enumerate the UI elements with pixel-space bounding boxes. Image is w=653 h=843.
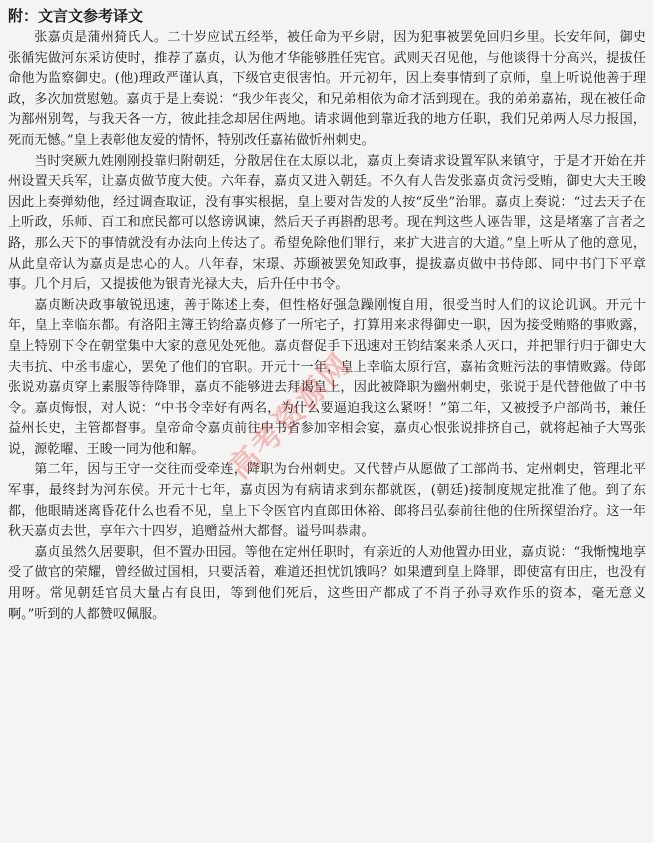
paragraph-5: 嘉贞虽然久居要职，但不置办田园。等他在定州任职时，有亲近的人劝他置办田业，嘉贞说：“我惭愧地享受了做官的荣耀，曾经做过国相，只要活着，难道还担忧饥饿吗？如果遭到皇上降罪，即使富有田庄，也没有用呀。常见朝廷官员大量占有良田，等到他们死后，这些田产都成了不肖子孙寻欢作乐的资本，毫无意义啊。”听到的人都赞叹佩服。	[8, 544, 646, 622]
paragraph-3: 嘉贞断决政事敏锐迅速，善于陈述上奏，但性格好强急躁刚愎自用，很受当时人们的议论讥讽。开元十年，皇上幸临东都。有洛阳主簿王钧给嘉贞修了一所宅子，打算用来求得御史一职，因为接受贿赂的事败露，皇上特别下令在朝堂集中大家的意见处死他。嘉贞督促手下迅速对王钧结案来杀人灭口，并把罪行归于御史大夫韦抗、中丞韦虚心，罢免了他们的官职。开元十一年，皇上幸临太原行宫，嘉祐贪赃污法的事情败露。侍郎张说劝嘉贞穿上素服等待降罪，嘉贞不能够进去拜谒皇上，因此被降职为幽州刺史，张说于是代替他做了中书令。嘉贞悔恨，对人说：“中书令幸好有两名，为什么要逼迫我这么紧呀！”第二年，又被授予户部尚书，兼任益州长史，主管都督事。皇帝命令嘉贞前往中书省参加宰相会宴，嘉贞心恨张说排挤自己，就将起袖子大骂张说，源乾曜、王晙一同为他和解。	[8, 297, 646, 457]
paragraph-1: 张嘉贞是蒲州猗氏人。二十岁应试五经举，被任命为平乡尉，因为犯事被罢免回归乡里。长安年间，御史张循宪做河东采访使时，推荐了嘉贞，认为他才华能够胜任宪官。武则天召见他，与他谈得十分高兴，提拔任命他为监察御史。(他)理政严谨认真，下级官吏很害怕。开元初年，因上奏事情到了京师，皇上听说他善于理政，多次加赏慰勉。嘉贞于是上奏说：“我少年丧父，和兄弟相依为命才活到现在。我的弟弟嘉祐，现在被任命为鄯州别驾，与我天各一方，彼此挂念却居住两地。请求调他到靠近我的地方任职，我们兄弟两人尽力报国，死而无憾。”皇上表彰他友爱的情怀，特别改任嘉祐做忻州刺史。	[8, 30, 646, 148]
paragraph-2: 当时突厥九姓刚刚投靠归附朝廷，分散居住在太原以北，嘉贞上奏请求设置军队来镇守，于是才开始在并州设置天兵军，让嘉贞做节度大使。六年春，嘉贞又进入朝廷。不久有人告发张嘉贞贪污受贿，御史大夫王晙因此上奏弹劾他，经过调查取证，没有事实根据，皇上要对告发的人按“反坐”治罪。嘉贞上奏说：“过去天子在上听政，乐师、百工和庶民都可以悠谤讽谏，然后天子再斟酌思考。现在判这些人诬告罪，这是堵塞了言者之路，那么天下的事情就没有办法向上传达了。希望免除他们罪行，来扩大进言的大道。”皇上听从了他的意见，从此皇帝认为嘉贞是忠心的人。八年春，宋璟、苏颋被罢免知政事，提拔嘉贞做中书侍郎、同中书门下平章事。几个月后，又提拔他为银青光禄大夫，后升任中书令。	[8, 153, 646, 293]
watermark-stamp: 高考资源网	[222, 346, 359, 487]
document-page	[8, 6, 646, 625]
document-heading: 附：文言文参考译文	[8, 7, 144, 25]
paragraph-4: 第二年，因与王守一交往而受牵连，降职为台州刺史。又代替卢从愿做了工部尚书、定州刺史，管理北平军事，最终封为河东侯。开元十七年，嘉贞因为有病请求到东都就医，(朝廷)接制度规定批准了他。到了东都，他眼睛迷离昏花什么也看不见，皇上下令医官内直郎田休裕、郎将吕弘泰前往他的住所探望治疗。这一年秋天嘉贞去世，享年六十四岁，追赠益州大都督。谥号叫恭肃。	[8, 462, 646, 540]
